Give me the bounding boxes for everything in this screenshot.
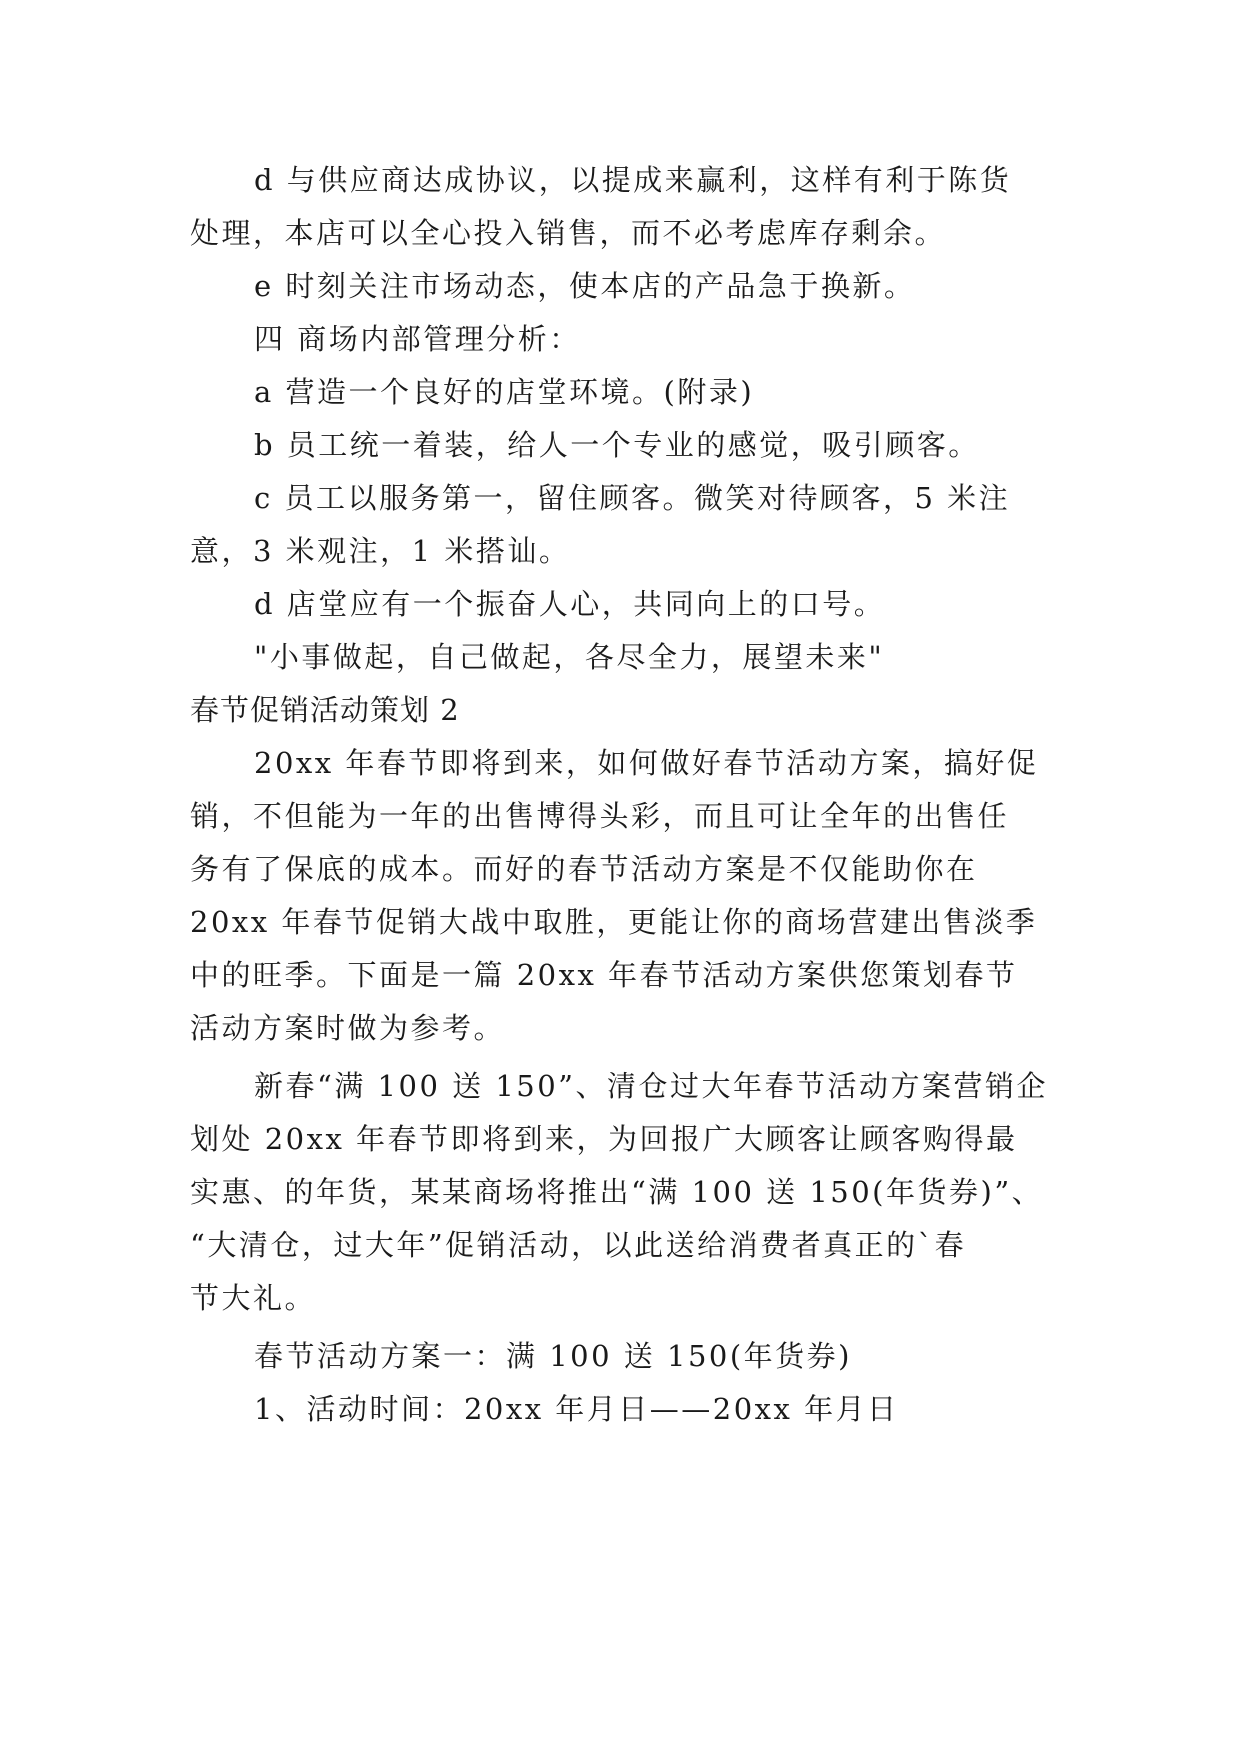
paragraph-line: 活动方案时做为参考。: [190, 1011, 506, 1045]
paragraph-line: 20xx 年春节促销大战中取胜，更能让你的商场营建出售淡季: [190, 905, 1038, 939]
paragraph-line: 销，不但能为一年的出售博得头彩，而且可让全年的出售任: [190, 799, 1010, 833]
paragraph-line: 1、活动时间：20xx 年月日——20xx 年月日: [254, 1392, 899, 1426]
paragraph-line: 节大礼。: [190, 1281, 317, 1315]
paragraph-line: 新春“满 100 送 150”、清仓过大年春节活动方案营销企: [254, 1069, 1049, 1103]
paragraph-line: 处理，本店可以全心投入销售，而不必考虑库存剩余。: [190, 216, 947, 250]
paragraph-line: c 员工以服务第一，留住顾客。微笑对待顾客，5 米注: [254, 481, 1011, 515]
paragraph-line: e 时刻关注市场动态，使本店的产品急于换新。: [254, 269, 916, 303]
paragraph-line: 划处 20xx 年春节即将到来，为回报广大顾客让顾客购得最: [190, 1122, 1018, 1156]
paragraph-line: d 店堂应有一个振奋人心，共同向上的口号。: [254, 587, 886, 621]
subsection-heading: 春节活动方案一：满 100 送 150(年货券): [254, 1339, 852, 1373]
section-heading: 四 商场内部管理分析：: [254, 322, 581, 356]
paragraph-line: “大清仓，过大年”促销活动，以此送给消费者真正的`春: [190, 1228, 967, 1262]
paragraph-line: 务有了保底的成本。而好的春节活动方案是不仅能助你在: [190, 852, 978, 886]
paragraph-line: 实惠、的年货，某某商场将推出“满 100 送 150(年货券)”、: [190, 1175, 1044, 1209]
paragraph-line: d 与供应商达成协议，以提成来赢利，这样有利于陈货: [254, 163, 1012, 197]
article-title: 春节促销活动策划 2: [190, 693, 460, 727]
paragraph-line: 中的旺季。下面是一篇 20xx 年春节活动方案供您策划春节: [190, 958, 1018, 992]
slogan-line: "小事做起，自己做起，各尽全力，展望未来": [254, 640, 885, 674]
paragraph-line: 意，3 米观注，1 米搭讪。: [190, 534, 571, 568]
paragraph-line: 20xx 年春节即将到来，如何做好春节活动方案，搞好促: [254, 746, 1039, 780]
paragraph-line: a 营造一个良好的店堂环境。(附录): [254, 375, 755, 409]
paragraph-line: b 员工统一着装，给人一个专业的感觉，吸引顾客。: [254, 428, 980, 462]
